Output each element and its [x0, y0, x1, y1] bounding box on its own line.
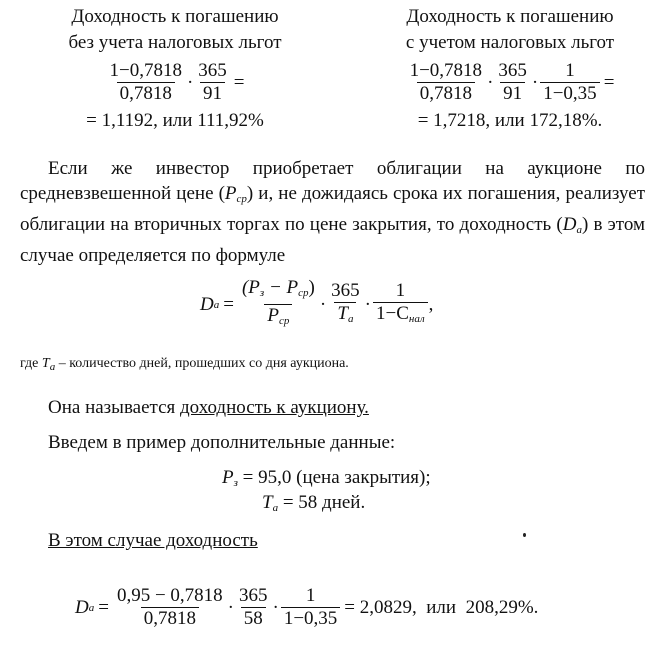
left-equation: $\frac{1-0,7818}{0,7818}$ · $\frac{365}{91}$ = [20, 60, 330, 105]
fraction: $\frac{365}{58}$ [239, 585, 268, 629]
note: где $T_a$ – количество дней, прошедших со дня аукциона. [20, 356, 349, 373]
left-title-1: Доходность к погашению [71, 6, 279, 27]
right-result: = 1,7218, или 172,18%. [417, 110, 603, 131]
fraction: $\frac{365}{91}$ [498, 60, 527, 104]
fraction: $\frac{1-0,7818}{0,7818}$ [409, 60, 483, 104]
left-result: = 1,1192, или 111,92% [86, 110, 264, 131]
closing-price-line: $P_з = 95,0$ (цена закрытия); [222, 467, 431, 489]
case-heading: В этом случае доходность [48, 530, 258, 551]
right-title-1: Доходность к погашению [406, 6, 614, 27]
right-equation: $\frac{1-0,7818}{0,7818}$ · $\frac{365}{91}$ · $\frac{1}{1-0,35}$ = [355, 60, 661, 105]
fraction: $\frac{365}{91}$ [198, 60, 227, 104]
fraction: $\frac{1}{1-C_{нал}}$ [373, 280, 428, 330]
term: доходность к аукциону. [180, 397, 369, 418]
fraction: $\frac{(P_з - P_{ср})}{P_{ср}}$ [239, 277, 318, 332]
fraction: $\frac{1}{1-0,35}$ [540, 60, 599, 105]
fraction: $\frac{1-0,7818}{0,7818}$ [109, 60, 182, 104]
paragraph: Если же инвестор приобретает облигации на аукционе по средневзвешенной цене $(P_{ср})$ и, не дожидаясь срока их погашения, реализует облигации на вторичных торгах по цене закрытия, то доходность $(D_a)$ в этом случае определяется по формуле [20, 158, 645, 266]
right-title-2: с учетом налоговых льгот [405, 32, 615, 53]
intro-line: Введем в пример дополнительные данные: [48, 432, 396, 453]
fraction: $\frac{0,95 - 0,7818}{0,7818}$ [116, 585, 223, 629]
name-line: Она называется доходность к аукциону. [48, 397, 369, 418]
left-title-2: без учета налоговых льгот [68, 32, 282, 53]
days-line: $T_a = 58$ дней. [262, 492, 366, 514]
right-block [355, 4, 661, 134]
final-formula: D a = $\frac{0,95 - 0,7818}{0,7818}$ · $\frac{365}{58}$ · $\frac{1}{1-0,35}$ = 2,0829, или 208,29%. [75, 585, 539, 629]
left-block [20, 4, 330, 134]
speck [523, 533, 526, 537]
fraction: $\frac{365}{T_a}$ [328, 280, 363, 330]
yield-formula: D a = $\frac{(P_з - P_{ср})}{P_{ср}}$ · $\frac{365}{T_a}$ · $\frac{1}{1-C_{нал}}$ , [200, 277, 433, 332]
fraction: $\frac{1}{1-0,35}$ [281, 585, 340, 630]
